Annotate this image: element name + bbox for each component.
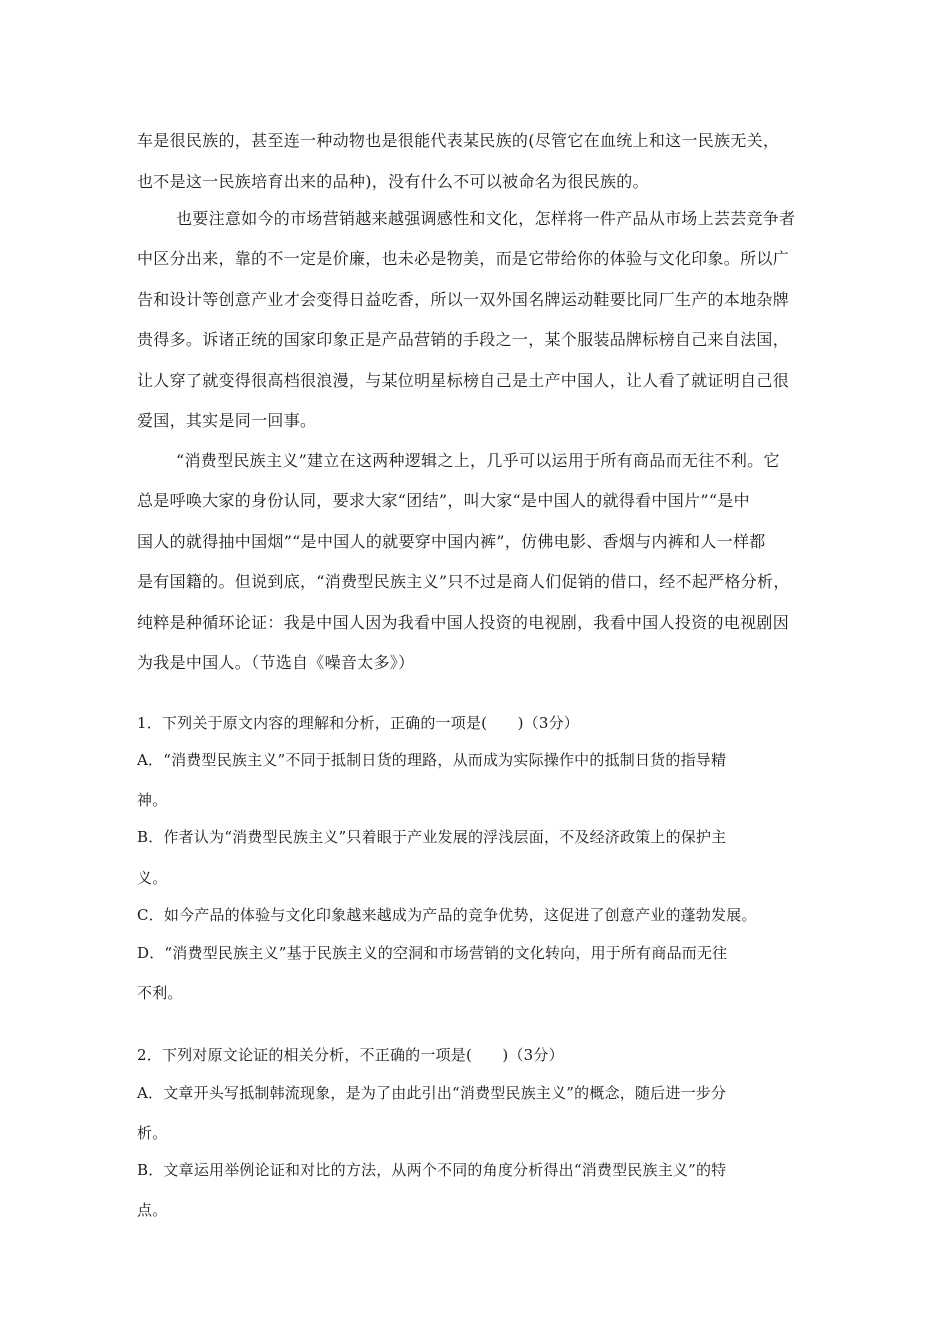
passage-line: 纯粹是种循环论证：我是中国人因为我看中国人投资的电视剧，我看中国人投资的电视剧因 bbox=[137, 613, 790, 632]
question-1-option-a-cont: 神。 bbox=[137, 791, 168, 809]
passage-line: “消费型民族主义”建立在这两种逻辑之上，几乎可以运用于所有商品而无往不利。它 bbox=[176, 451, 780, 470]
passage-line: 告和设计等创意产业才会变得日益吃香，所以一双外国名牌运动鞋要比同厂生产的本地杂牌 bbox=[137, 290, 790, 309]
passage-line: 是有国籍的。但说到底，“消费型民族主义”只不过是商人们促销的借口，经不起严格分析， bbox=[137, 572, 790, 591]
passage-line: 让人穿了就变得很高档很浪漫，与某位明星标榜自己是土产中国人，让人看了就证明自己很 bbox=[137, 371, 790, 390]
question-1-option-d: D．“消费型民族主义”基于民族主义的空洞和市场营销的文化转向，用于所有商品而无往 bbox=[137, 944, 728, 962]
question-2-stem: 2．下列对原文论证的相关分析，不正确的一项是( )（3分） bbox=[137, 1046, 564, 1064]
question-1-option-d-cont: 不利。 bbox=[137, 984, 183, 1002]
passage-line: 国人的就得抽中国烟”“是中国人的就要穿中国内裤”，仿佛电影、香烟与内裤和人一样都 bbox=[137, 532, 766, 551]
passage-line: 中区分出来，靠的不一定是价廉，也未必是物美，而是它带给你的体验与文化印象。所以广 bbox=[137, 249, 790, 268]
passage-line: 总是呼唤大家的身份认同，要求大家“团结”，叫大家“是中国人的就得看中国片”“是中 bbox=[137, 491, 750, 510]
question-1-option-b: B．作者认为“消费型民族主义”只着眼于产业发展的浮浅层面，不及经济政策上的保护主 bbox=[137, 828, 727, 846]
passage-line: 也要注意如今的市场营销越来越强调感性和文化，怎样将一件产品从市场上芸芸竞争者 bbox=[176, 209, 796, 228]
question-2-option-b: B．文章运用举例论证和对比的方法，从两个不同的角度分析得出“消费型民族主义”的特 bbox=[137, 1161, 727, 1179]
question-2-option-b-cont: 点。 bbox=[137, 1201, 168, 1219]
question-1-stem: 1．下列关于原文内容的理解和分析，正确的一项是( )（3分） bbox=[137, 714, 579, 732]
passage-line: 车是很民族的，甚至连一种动物也是很能代表某民族的(尽管它在血统上和这一民族无关， bbox=[137, 131, 780, 150]
question-2-option-a: A．文章开头写抵制韩流现象，是为了由此引出“消费型民族主义”的概念，随后进一步分 bbox=[137, 1084, 727, 1102]
question-1-option-a: A．“消费型民族主义”不同于抵制日货的理路，从而成为实际操作中的抵制日货的指导精 bbox=[137, 751, 727, 769]
question-1-option-b-cont: 义。 bbox=[137, 869, 168, 887]
question-1-option-c: C．如今产品的体验与文化印象越来越成为产品的竞争优势，这促进了创意产业的蓬勃发展。 bbox=[137, 906, 757, 924]
question-2-option-a-cont: 析。 bbox=[137, 1124, 168, 1142]
passage-line: 爱国，其实是同一回事。 bbox=[137, 411, 317, 430]
passage-line: 贵得多。诉诸正统的国家印象正是产品营销的手段之一，某个服装品牌标榜自己来自法国， bbox=[137, 330, 790, 349]
passage-line: 也不是这一民族培育出来的品种)，没有什么不可以被命名为很民族的。 bbox=[137, 172, 649, 191]
passage-line: 为我是中国人。（节选自《噪音太多》） bbox=[137, 653, 415, 672]
